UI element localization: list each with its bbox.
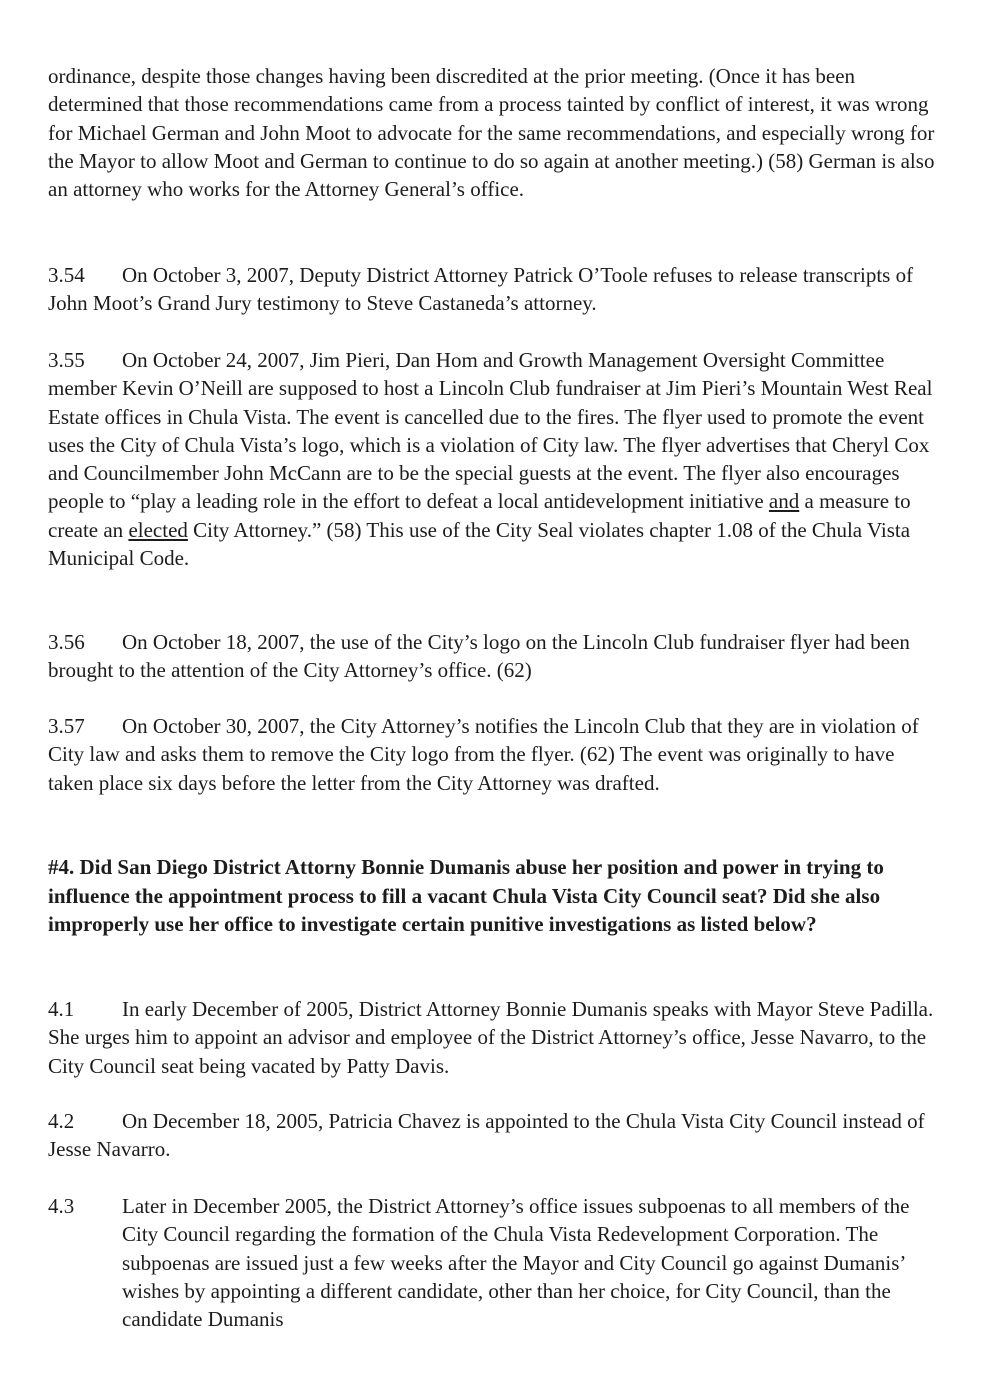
paragraph-4-3 [48,1192,943,1333]
paragraph-4-1 [48,995,943,1080]
underlined-elected: elected [128,517,188,542]
paragraph-3-54 [48,261,943,318]
paragraph-text: On October 30, 2007, the City Attorney’s notifies the Lincoln Club that they are in violation of City law and asks them to remove the City logo from the flyer. (62) The event was originally to have taken place six days before the letter from the City Attorney was drafted. [48,714,919,795]
paragraph-number: 4.2 [48,1109,75,1133]
paragraph-text-c: City Attorney.” (58) This use of the City Seal violates chapter 1.08 of the Chula Vista Municipal Code. [48,517,911,571]
paragraph-text: On October 18, 2007, the use of the City’s logo on the Lincoln Club fundraiser flyer had been brought to the attention of the City Attorney’s office. (62) [48,630,910,683]
paragraph-3-56 [48,628,943,685]
paragraph-number: 4.1 [48,997,75,1021]
paragraph-text-b: a measure to create an [48,489,911,542]
paragraph-text: In early December of 2005, District Attorney Bonnie Dumanis speaks with Mayor Steve Padilla. She urges him to appoint an advisor and employee of the District Attorney’s office, Jesse Navarro, to the City Council seat being vacated by Patty Davis. [48,997,934,1078]
paragraph-text: On October 24, 2007, Jim Pieri, Dan Hom and Growth Management Oversight Committee member Kevin O’Neill are supposed to host a Lincoln Club fundraiser at Jim Pieri’s Mountain West Real Estate offices in Chula Vista. The event is cancelled due to the fires. The flyer used to promote the event uses the City of Chula Vista’s logo, which is a violation of City law. The flyer advertises that Cheryl Cox and Councilmember John McCann are to be the special guests at the event. The flyer also encourages people to “play a leading role in the effort to defeat a local antidevelopment initiative [48,348,933,514]
paragraph-text: On December 18, 2005, Patricia Chavez is appointed to the Chula Vista City Council instead of Jesse Navarro. [48,1109,925,1162]
paragraph-number: 3.56 [48,630,85,654]
underlined-and: and [768,489,800,514]
paragraph-3-57 [48,712,943,797]
section-4-heading: #4. Did San Diego District Attorny Bonnie Dumanis abuse her position and power in trying to influence the appointment process to fill a vacant Chula Vista City Council seat? Did she also improperly use her office to investigate certain punitive investigations as listed below? [48,855,884,936]
paragraph-number: 3.57 [48,714,85,738]
paragraph-4-2 [48,1107,943,1164]
paragraph-text: Later in December 2005, the District Attorney’s office issues subpoenas to all members of the City Council regarding the formation of the Chula Vista Redevelopment Corporation. The subpoenas are issued just a few weeks after the Mayor and City Council go against Dumanis’ wishes by appointing a different candidate, other than her choice, for City Council, than the candidate Dumanis [122,1194,910,1332]
paragraph-text: On October 3, 2007, Deputy District Attorney Patrick O’Toole refuses to release transcripts of John Moot’s Grand Jury testimony to Steve Castaneda’s attorney. [48,263,914,316]
paragraph-3-55 [48,346,943,572]
paragraph-number: 4.3 [48,1194,75,1218]
paragraph-number: 3.54 [48,263,85,287]
paragraph-number: 3.55 [48,348,85,372]
continuation-paragraph: ordinance, despite those changes having been discredited at the prior meeting. (Once it has been determined that those recommendations came from a process tainted by conflict of interest, it was wrong for Michael German and John Moot to advocate for the same recommendations, and especially wrong for the Mayor to allow Moot and German to continue to do so again at another meeting.) (58) German is also an attorney who works for the Attorney General’s office. [48,64,935,202]
